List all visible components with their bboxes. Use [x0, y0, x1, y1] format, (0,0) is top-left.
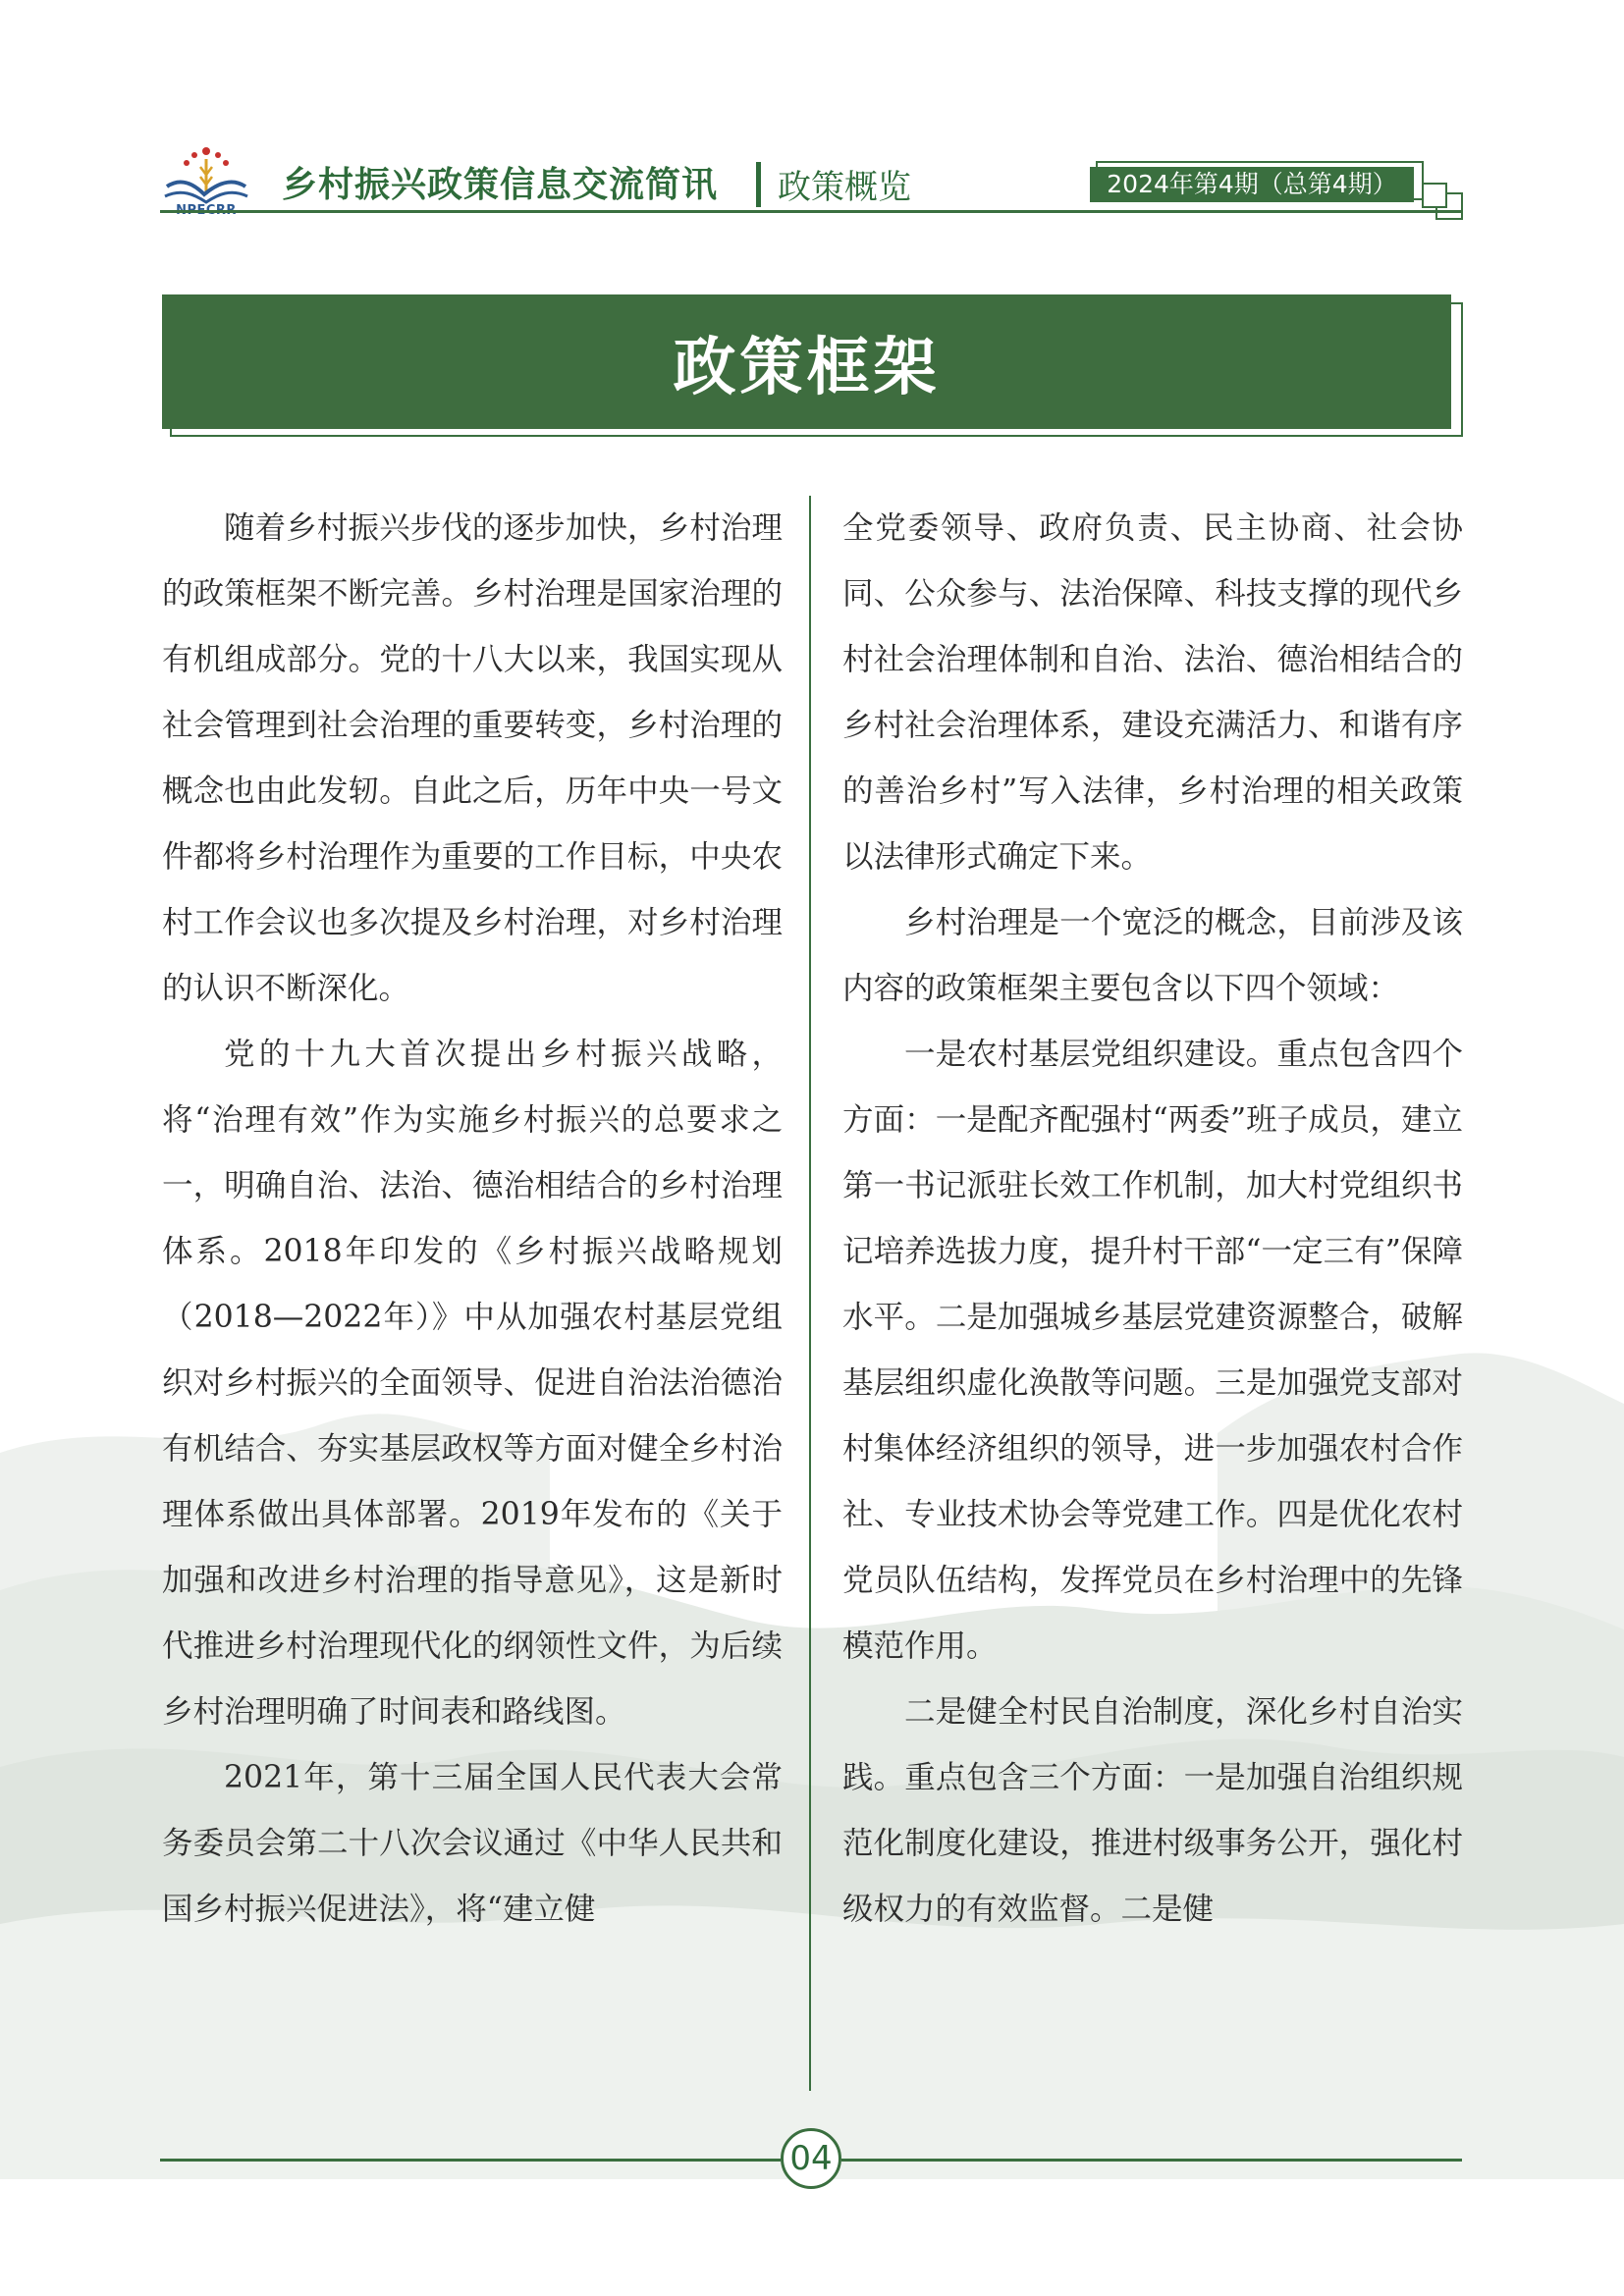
section-label: 政策概览 — [778, 168, 911, 207]
paragraph: 党的十九大首次提出乡村振兴战略，将“治理有效”作为实施乡村振兴的总要求之一，明确自治、法治、德治相结合的乡村治理体系。2018年印发的《乡村振兴战略规划（2018—2022年）》中从加强农村基层党组织对乡村振兴的全面领导、促进自治法治德治有机结合、夯实基层政权等方面对健全乡村治理体系做出具体部署。2019年发布的《关于加强和改进乡村治理的指导意见》，这是新时代推进乡村治理现代化的纲领性文件，为后续乡村治理明确了时间表和路线图。 — [162, 1037, 783, 1730]
paragraph: 随着乡村振兴步伐的逐步加快，乡村治理的政策框架不断完善。乡村治理是国家治理的有机组成部分。党的十八大以来，我国实现从社会管理到社会治理的重要转变，乡村治理的概念也由此发轫。自此之后，历年中央一号文件都将乡村治理作为重要的工作目标，中央农村工作会议也多次提及乡村治理，对乡村治理的认识不断深化。 — [162, 510, 783, 1006]
paragraph: 2021年，第十三届全国人民代表大会常务委员会第二十八次会议通过《中华人民共和国乡村振兴促进法》，将“建立健 — [162, 1760, 783, 1927]
publication-title: 乡村振兴政策信息交流简讯 — [282, 165, 719, 205]
paragraph: 二是健全村民自治制度，深化乡村自治实践。重点包含三个方面：一是加强自治组织规范化制度化建设，推进村级事务公开，强化村级权力的有效监督。二是健 — [842, 1694, 1463, 1927]
issue-number: 2024年第4期（总第4期） — [1107, 170, 1397, 198]
page-number: 04 — [789, 2139, 833, 2178]
footer-rule-left — [160, 2159, 781, 2162]
page-header — [0, 0, 1624, 236]
decorative-square — [1422, 183, 1447, 208]
paragraph: 乡村治理是一个宽泛的概念，目前涉及该内容的政策框架主要包含以下四个领域： — [842, 905, 1463, 1006]
header-rule — [160, 210, 1461, 213]
column-divider — [809, 496, 811, 2091]
title-divider — [756, 162, 761, 207]
paragraph: 一是农村基层党组织建设。重点包含四个方面：一是配齐配强村“两委”班子成员，建立第一书记派驻长效工作机制，加大村党组织书记培养选拔力度，提升村干部“一定三有”保障水平。二是加强城乡基层党建资源整合，破解基层组织虚化涣散等问题。三是加强党支部对村集体经济组织的领导，进一步加强农村合作社、专业技术协会等党建工作。四是优化农村党员队伍结构，发挥党员在乡村治理中的先锋模范作用。 — [842, 1037, 1463, 1664]
left-column — [162, 496, 783, 1943]
footer-rule-right — [841, 2159, 1462, 2162]
paragraph-continuation: 全党委领导、政府负责、民主协商、社会协同、公众参与、法治保障、科技支撑的现代乡村社会治理体制和自治、法治、德治相结合的乡村社会治理体系，建设充满活力、和谐有序的善治乡村”写入法律，乡村治理的相关政策以法律形式确定下来。 — [842, 510, 1463, 875]
right-column — [842, 496, 1463, 1943]
banner-title: 政策框架 — [673, 330, 941, 404]
section-banner — [162, 294, 1451, 429]
